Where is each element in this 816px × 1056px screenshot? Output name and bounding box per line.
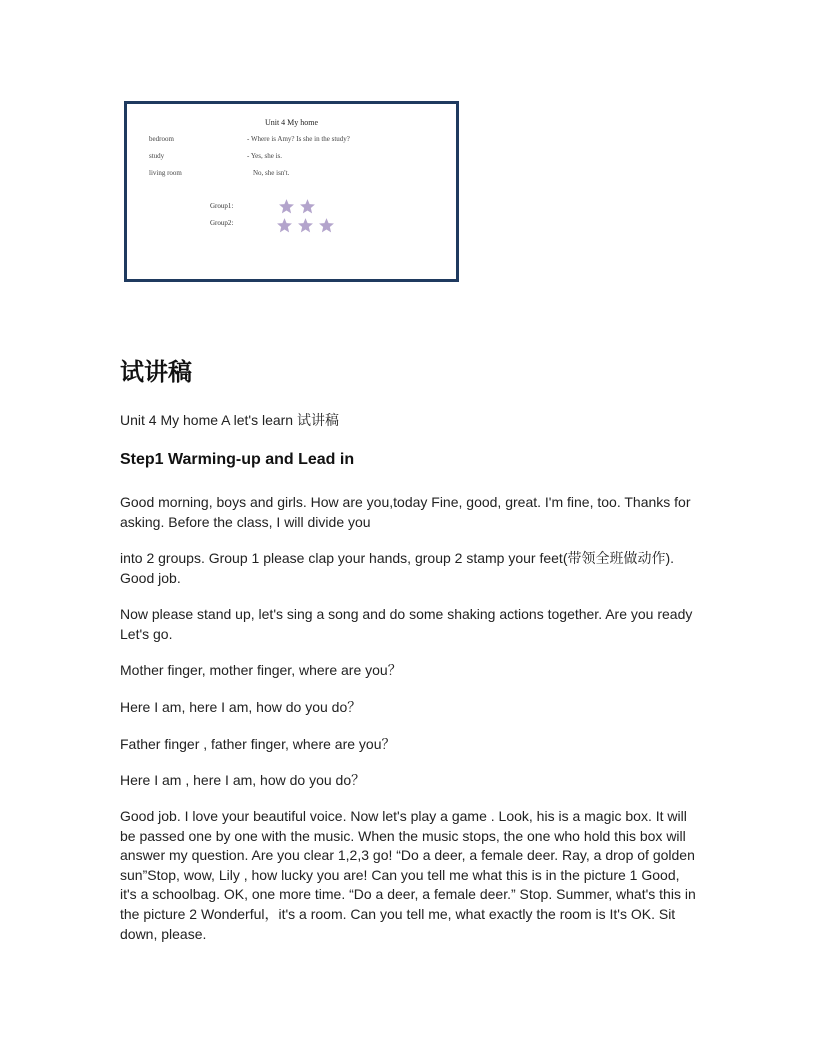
star-icon: [318, 217, 335, 234]
slide-word-living-room: living room: [149, 169, 182, 177]
group1-label: Group1:: [210, 202, 234, 210]
paragraph: Here I am , here I am, how do you do？: [120, 772, 366, 788]
paragraph: Good morning, boys and girls. How are you,today Fine, good, great. I'm fine, too. Thanks for asking. Before the class, I will divide you: [120, 494, 691, 530]
group1-stars: [278, 198, 316, 215]
lesson-slide: [124, 101, 459, 282]
slide-word-study: study: [149, 152, 165, 160]
star-icon: [278, 198, 295, 215]
section-heading: Step1 Warming-up and Lead in: [120, 451, 355, 468]
paragraph: into 2 groups. Group 1 please clap your hands, group 2 stamp your feet(带领全班做动作). Good job.: [120, 550, 675, 586]
slide-title: Unit 4 My home: [264, 118, 319, 127]
star-icon: [276, 217, 293, 234]
paragraph: Now please stand up, let's sing a song and do some shaking actions together. Are you ready Let's go.: [120, 606, 693, 642]
document-subtitle: Unit 4 My home A let's learn 试讲稿: [120, 412, 339, 428]
star-icon: [297, 217, 314, 234]
slide-dialogue-question: - Where is Amy? Is she in the study?: [247, 135, 350, 143]
document-title: 试讲稿: [120, 358, 192, 386]
star-icon: [299, 198, 316, 215]
paragraph: Here I am, here I am, how do you do？: [120, 699, 362, 715]
paragraph: Father finger , father finger, where are you？: [120, 736, 396, 752]
slide-word-bedroom: bedroom: [149, 135, 174, 143]
paragraph: Good job. I love your beautiful voice. Now let's play a game . Look, his is a magic box. It will be passed one by one with the music. When the music stops, the one who hold this box will answer my question. Are you clear 1,2,3 go! “Do a deer, a female deer. Ray, a drop of golden sun”Stop, wow, Lily , how lucky you are! Can you tell me what this is in the picture 1 Good, it's a schoolbag. OK, one more time. “Do a deer, a female deer.” Stop. Summer, what's this in the picture 2 Wonderful，it's a room. Can you tell me, what exactly the room is It's OK. Sit down, please.: [120, 808, 696, 942]
paragraph: Mother finger, mother finger, where are you？: [120, 662, 402, 678]
slide-dialogue-yes: - Yes, she is.: [247, 152, 283, 160]
group2-label: Group2:: [210, 219, 234, 227]
group2-stars: [276, 217, 335, 234]
slide-dialogue-no: No, she isn't.: [253, 169, 290, 177]
